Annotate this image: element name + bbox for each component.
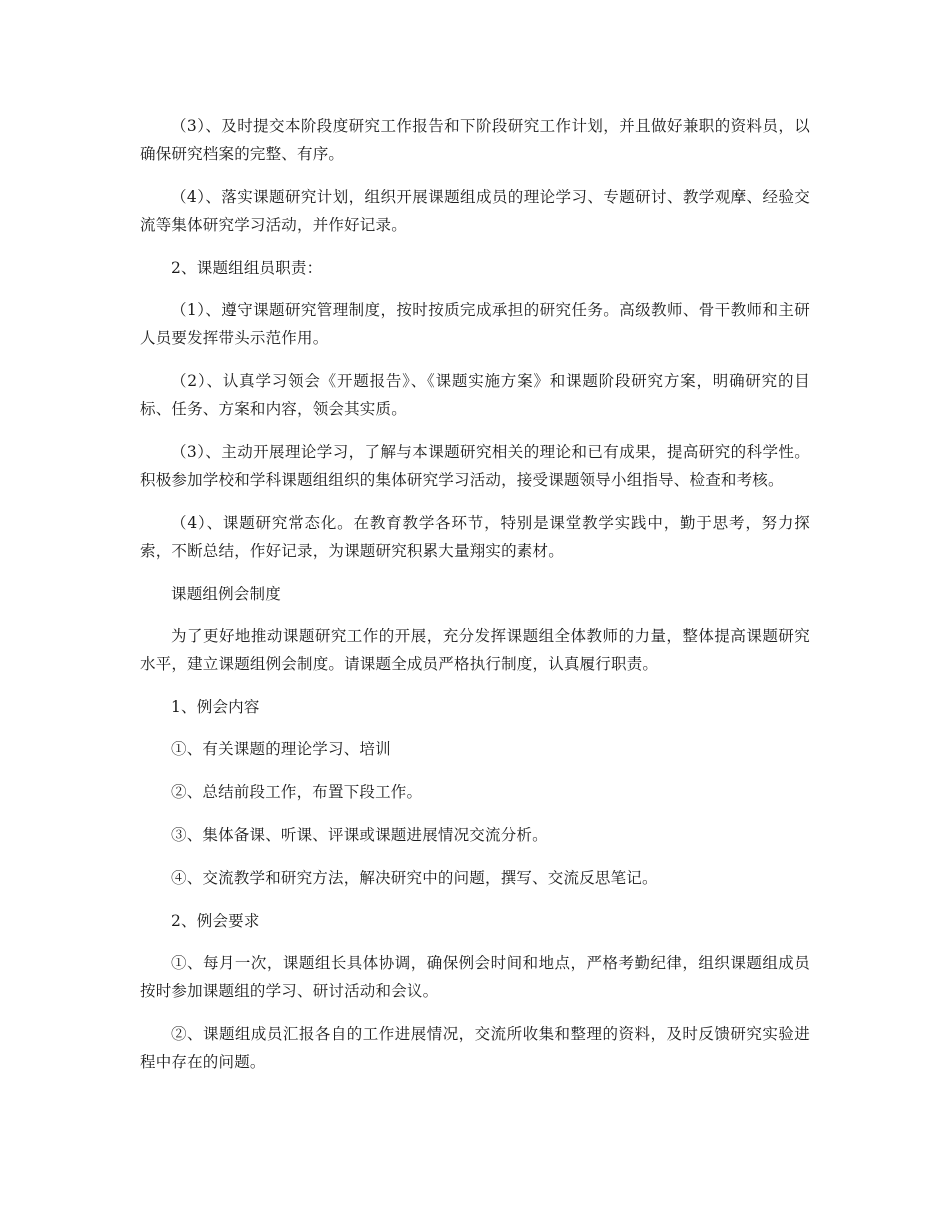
list-item: ②、总结前段工作，布置下段工作。 bbox=[171, 783, 423, 801]
subsection-heading: 1、例会内容 bbox=[171, 698, 260, 716]
section-heading: 2、课题组组员职责： bbox=[171, 259, 323, 277]
section-heading: 课题组例会制度 bbox=[171, 585, 281, 603]
list-item: ①、有关课题的理论学习、培训 bbox=[171, 740, 391, 758]
list-item: ①、每月一次，课题组长具体协调，确保例会时间和地点，严格考勤纪律，组织课题组成员按时参加课题组的学习、研讨活动和会议。 bbox=[140, 954, 810, 1000]
paragraph: 为了更好地推动课题研究工作的开展，充分发挥课题组全体教师的力量，整体提高课题研究水平，建立课题组例会制度。请课题全成员严格执行制度，认真履行职责。 bbox=[140, 627, 810, 673]
paragraph: （4）、课题研究常态化。在教育教学各环节，特别是课堂教学实践中，勤于思考，努力探索，不断总结，作好记录，为课题研究积累大量翔实的素材。 bbox=[140, 514, 810, 560]
paragraph: （1）、遵守课题研究管理制度，按时按质完成承担的研究任务。高级教师、骨干教师和主研人员要发挥带头示范作用。 bbox=[140, 301, 810, 347]
paragraph: （2）、认真学习领会《开题报告》、《课题实施方案》和课题阶段研究方案，明确研究的目标、任务、方案和内容，领会其实质。 bbox=[140, 372, 810, 418]
subsection-heading: 2、例会要求 bbox=[171, 912, 260, 930]
paragraph: （3）、主动开展理论学习，了解与本课题研究相关的理论和已有成果，提高研究的科学性。积极参加学校和学科课题组组织的集体研究学习活动，接受课题领导小组指导、检查和考核。 bbox=[140, 443, 810, 489]
list-item: ④、交流教学和研究方法，解决研究中的问题，撰写、交流反思笔记。 bbox=[171, 869, 658, 887]
document-body bbox=[140, 112, 810, 1091]
list-item: ③、集体备课、听课、评课或课题进展情况交流分析。 bbox=[171, 826, 548, 844]
list-item: ②、课题组成员汇报各自的工作进展情况，交流所收集和整理的资料，及时反馈研究实验进程中存在的问题。 bbox=[140, 1025, 810, 1071]
paragraph: （3）、及时提交本阶段度研究工作报告和下阶段研究工作计划，并且做好兼职的资料员，以确保研究档案的完整、有序。 bbox=[140, 117, 810, 163]
paragraph: （4）、落实课题研究计划，组织开展课题组成员的理论学习、专题研讨、教学观摩、经验交流等集体研究学习活动，并作好记录。 bbox=[140, 188, 810, 234]
